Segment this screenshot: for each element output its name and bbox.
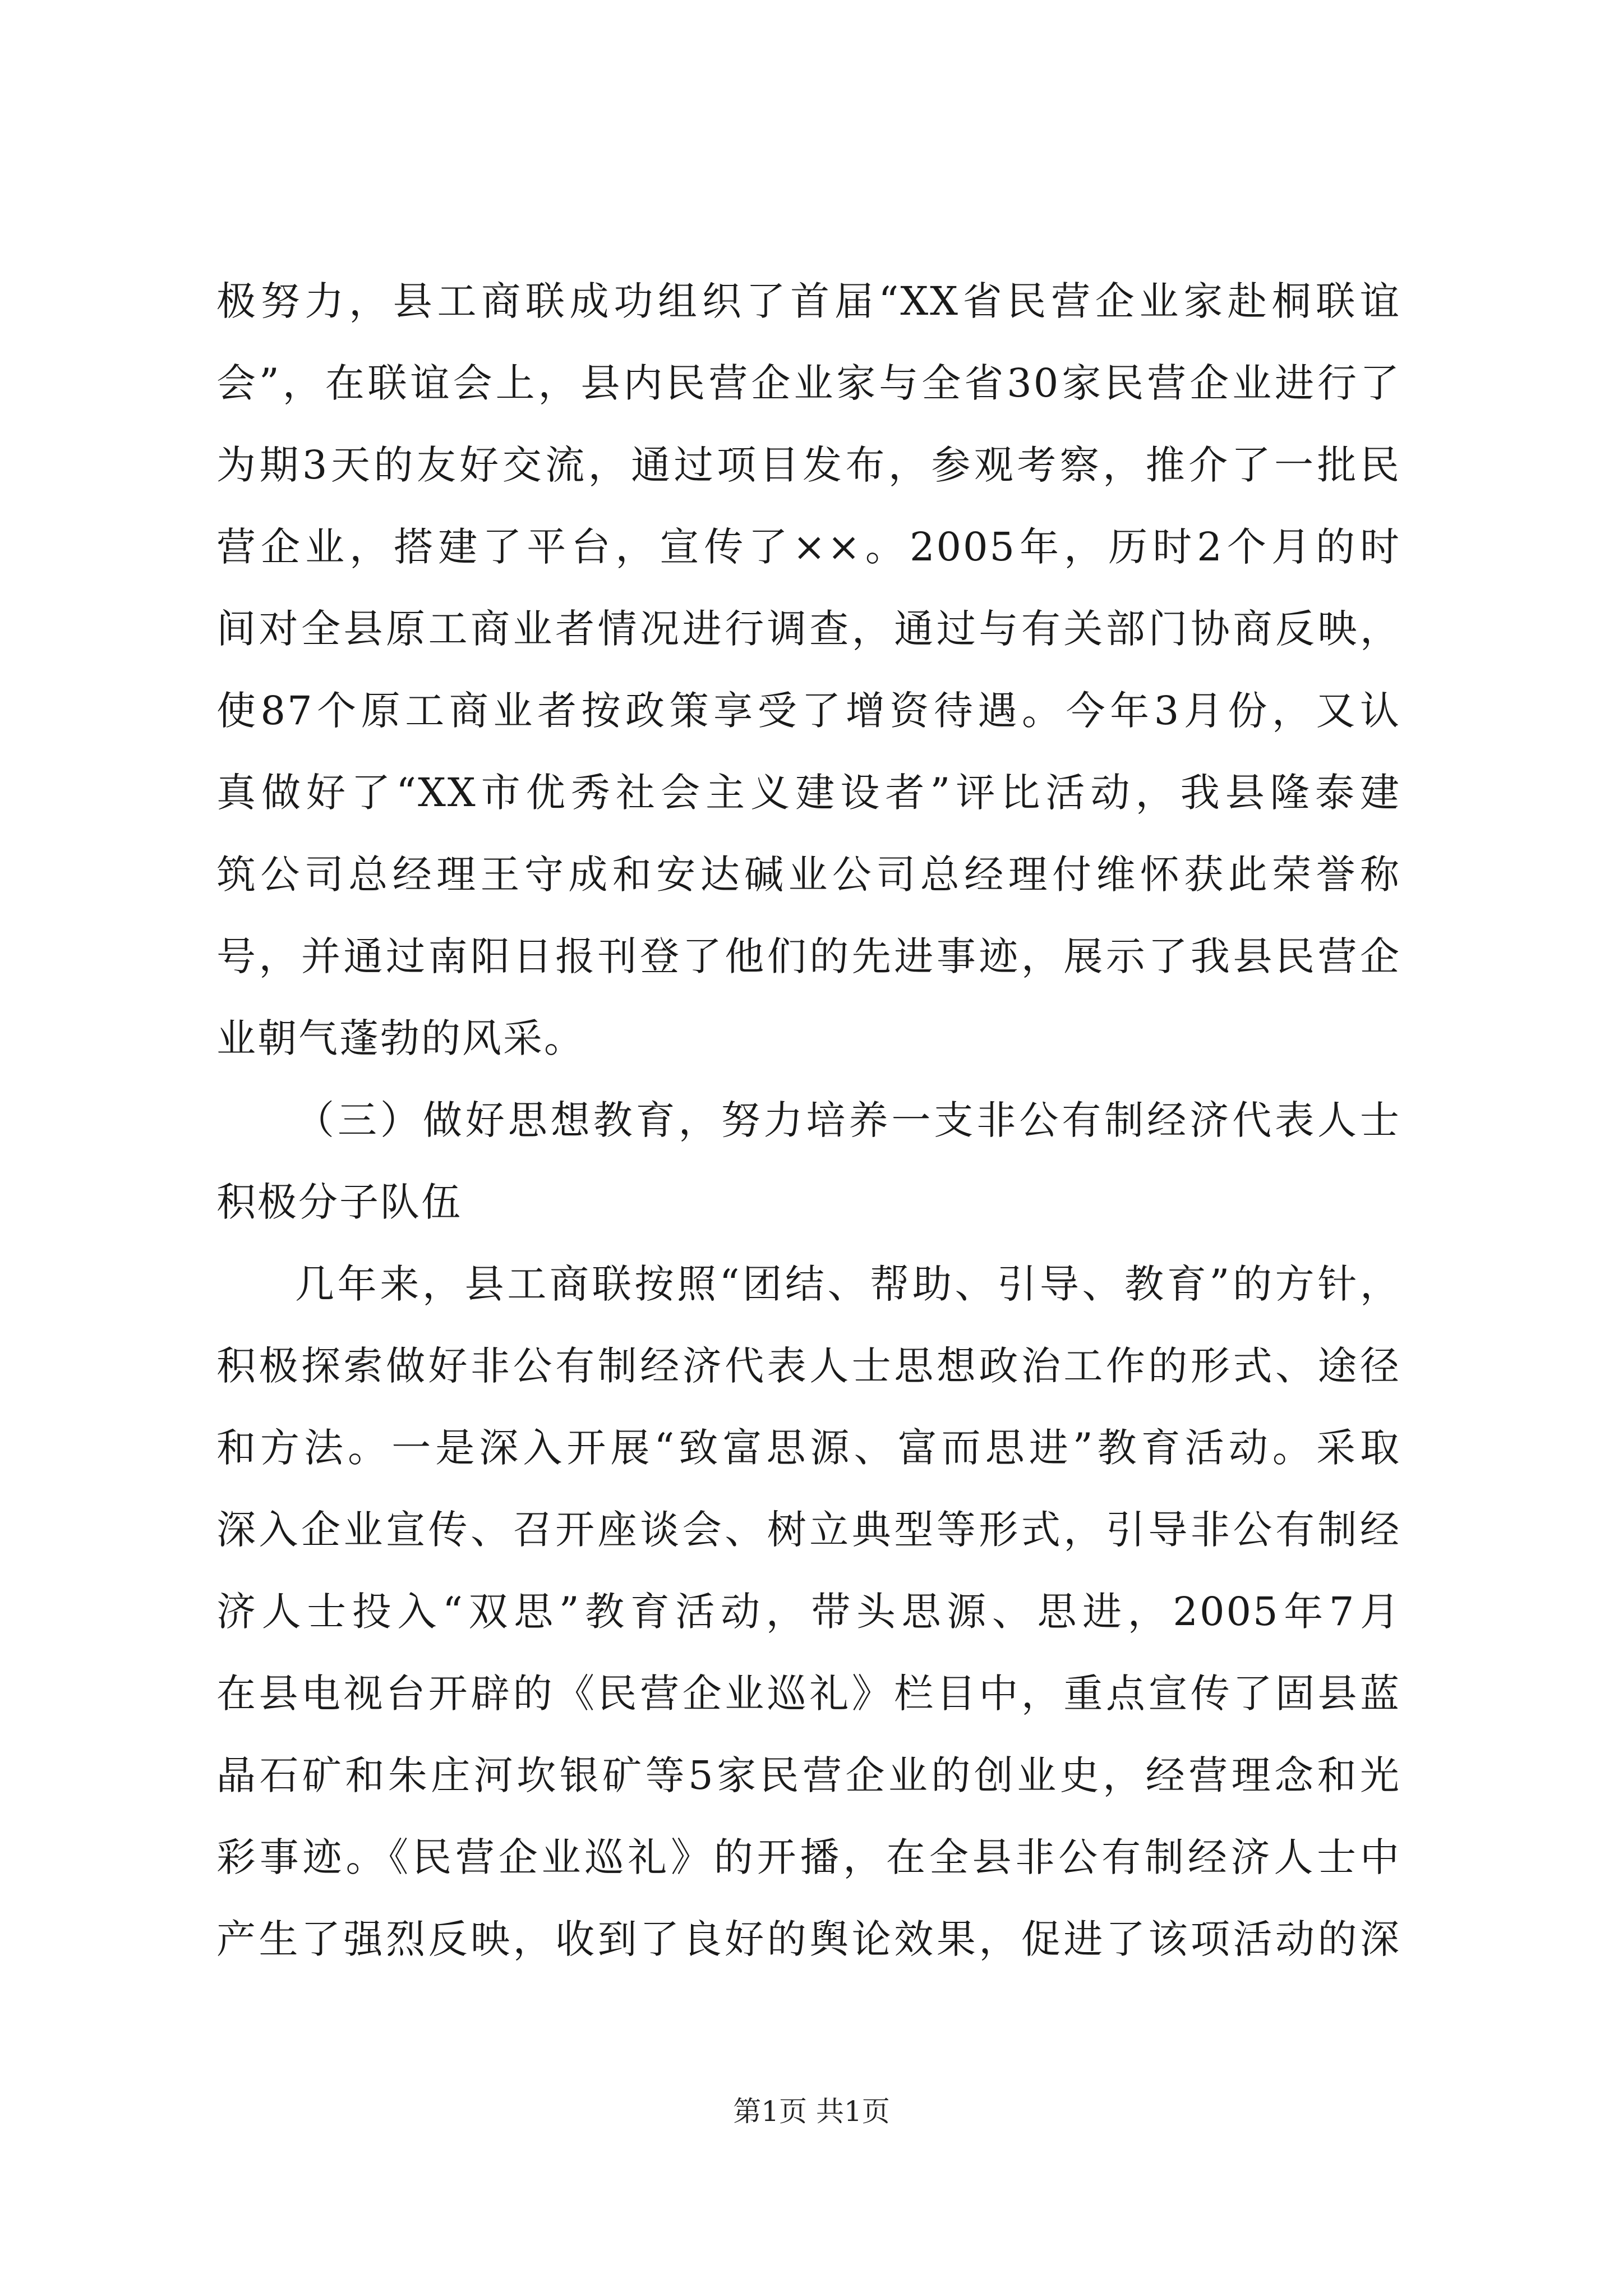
- body-line: 深入企业宣传、召开座谈会、树立典型等形式，引导非公有制经: [216, 1507, 1401, 1553]
- body-line: 会”，在联谊会上，县内民营企业家与全省30家民营企业进行了: [216, 360, 1401, 406]
- body-line: 产生了强烈反映，收到了良好的舆论效果，促进了该项活动的深: [216, 1916, 1401, 1962]
- body-line: 营企业，搭建了平台，宣传了××。2005年，历时2个月的时: [216, 524, 1401, 570]
- body-line: 为期3天的友好交流，通过项目发布，参观考察，推介了一批民: [216, 442, 1401, 488]
- body-line: 筑公司总经理王守成和安达碱业公司总经理付维怀获此荣誉称: [216, 852, 1401, 898]
- section-heading-line: （三）做好思想教育，努力培养一支非公有制经济代表人士: [295, 1097, 1401, 1143]
- body-line: 业朝气蓬勃的风采。: [216, 1015, 585, 1061]
- body-line: 号，并通过南阳日报刊登了他们的先进事迹，展示了我县民营企: [216, 933, 1401, 979]
- body-line: 积极探索做好非公有制经济代表人士思想政治工作的形式、途径: [216, 1343, 1401, 1389]
- body-line: 在县电视台开辟的《民营企业巡礼》栏目中，重点宣传了固县蓝: [216, 1671, 1401, 1717]
- body-line: 间对全县原工商业者情况进行调查，通过与有关部门协商反映，: [216, 606, 1401, 652]
- section-heading-line: 积极分子队伍: [216, 1179, 462, 1225]
- body-line: 真做好了“XX市优秀社会主义建设者”评比活动，我县隆泰建: [216, 770, 1401, 816]
- body-line: 和方法。一是深入开展“致富思源、富而思进”教育活动。采取: [216, 1425, 1401, 1471]
- body-line: 使87个原工商业者按政策享受了增资待遇。今年3月份，又认: [216, 688, 1401, 734]
- body-line: 几年来，县工商联按照“团结、帮助、引导、教育”的方针，: [295, 1261, 1401, 1307]
- body-line: 晶石矿和朱庄河坎银矿等5家民营企业的创业史，经营理念和光: [216, 1752, 1401, 1798]
- body-line: 济人士投入“双思”教育活动，带头思源、思进，2005年7月: [216, 1589, 1401, 1635]
- body-line: 极努力，县工商联成功组织了首届“XX省民营企业家赴桐联谊: [216, 278, 1401, 324]
- document-body: [216, 260, 1401, 1980]
- body-line: 彩事迹。《民营企业巡礼》的开播，在全县非公有制经济人士中: [216, 1834, 1401, 1880]
- page-footer: 第1页 共1页: [733, 2095, 890, 2128]
